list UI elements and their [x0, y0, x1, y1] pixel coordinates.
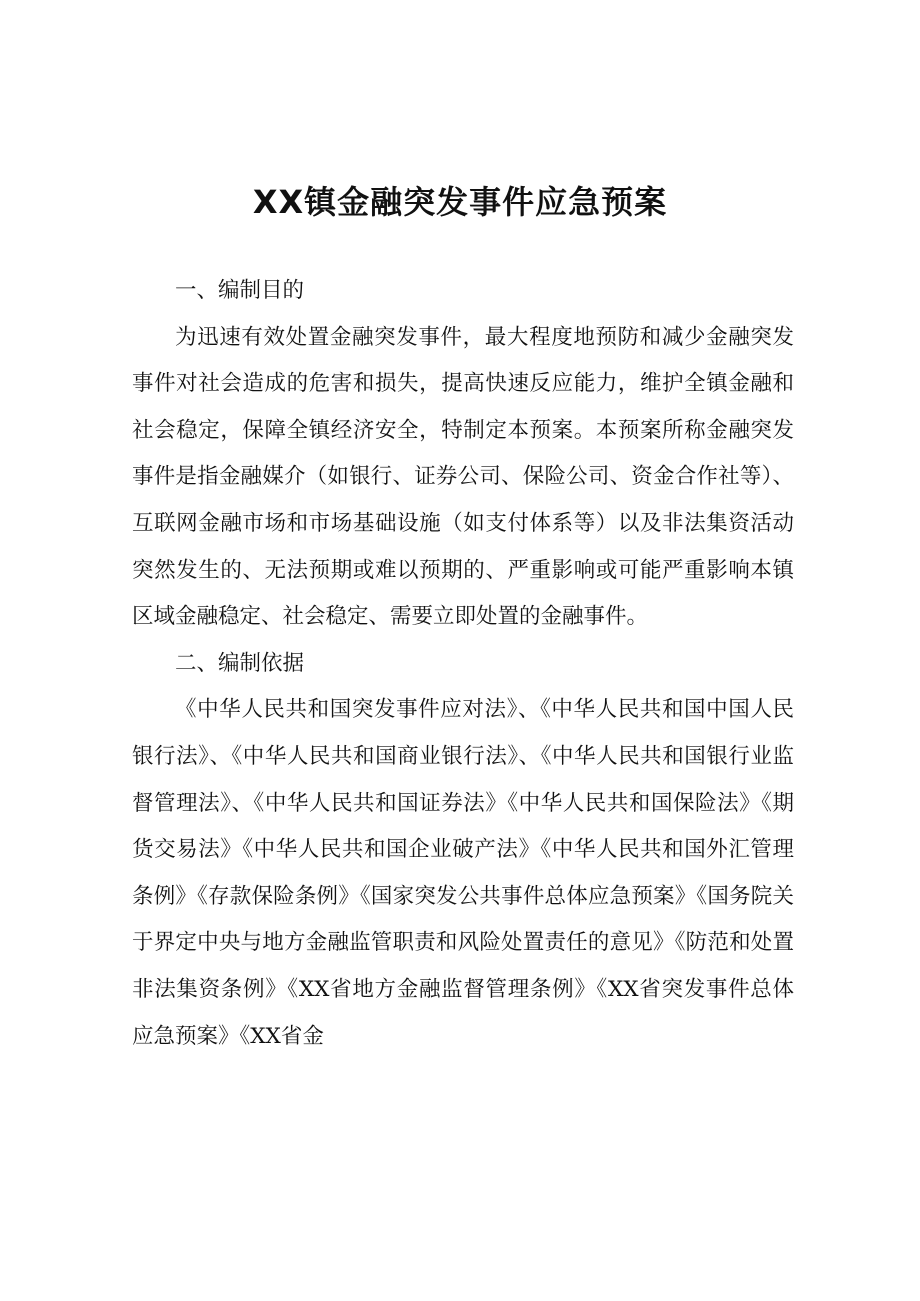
- section-heading-purpose: 一、编制目的: [175, 278, 305, 303]
- section-body-basis: 《中华人民共和国突发事件应对法》、《中华人民共和国中国人民银行法》、《中华人民共和国商业银行法》、《中华人民共和国银行业监督管理法》、《中华人民共和国证券法》《中华人民共和国保险法》《期货交易法》《中华人民共和国企业破产法》《中华人民共和国外汇管理条例》《存款保险条例》《国家突发公共事件总体应急预案》《国务院关于界定中央与地方金融监管职责和风险处置责任的意见》《防范和处置非法集资条例》《XX省地方金融监督管理条例》《XX省突发事件总体应急预案》《XX省金: [132, 697, 794, 1049]
- document-title: XX镇金融突发事件应急预案: [252, 183, 668, 221]
- document-body: [132, 268, 794, 1060]
- section-heading-basis: 二、编制依据: [175, 650, 305, 676]
- section-body-purpose: 为迅速有效处置金融突发事件，最大程度地预防和减少金融突发事件对社会造成的危害和损失，提高快速反应能力，维护全镇金融和社会稳定，保障全镇经济安全，特制定本预案。本预案所称金融突发事件是指金融媒介（如银行、证券公司、保险公司、资金合作社等）、互联网金融市场和市场基础设施（如支付体系等）以及非法集资活动突然发生的、无法预期或难以预期的、严重影响或可能严重影响本镇区域金融稳定、社会稳定、需要立即处置的金融事件。: [132, 324, 794, 630]
